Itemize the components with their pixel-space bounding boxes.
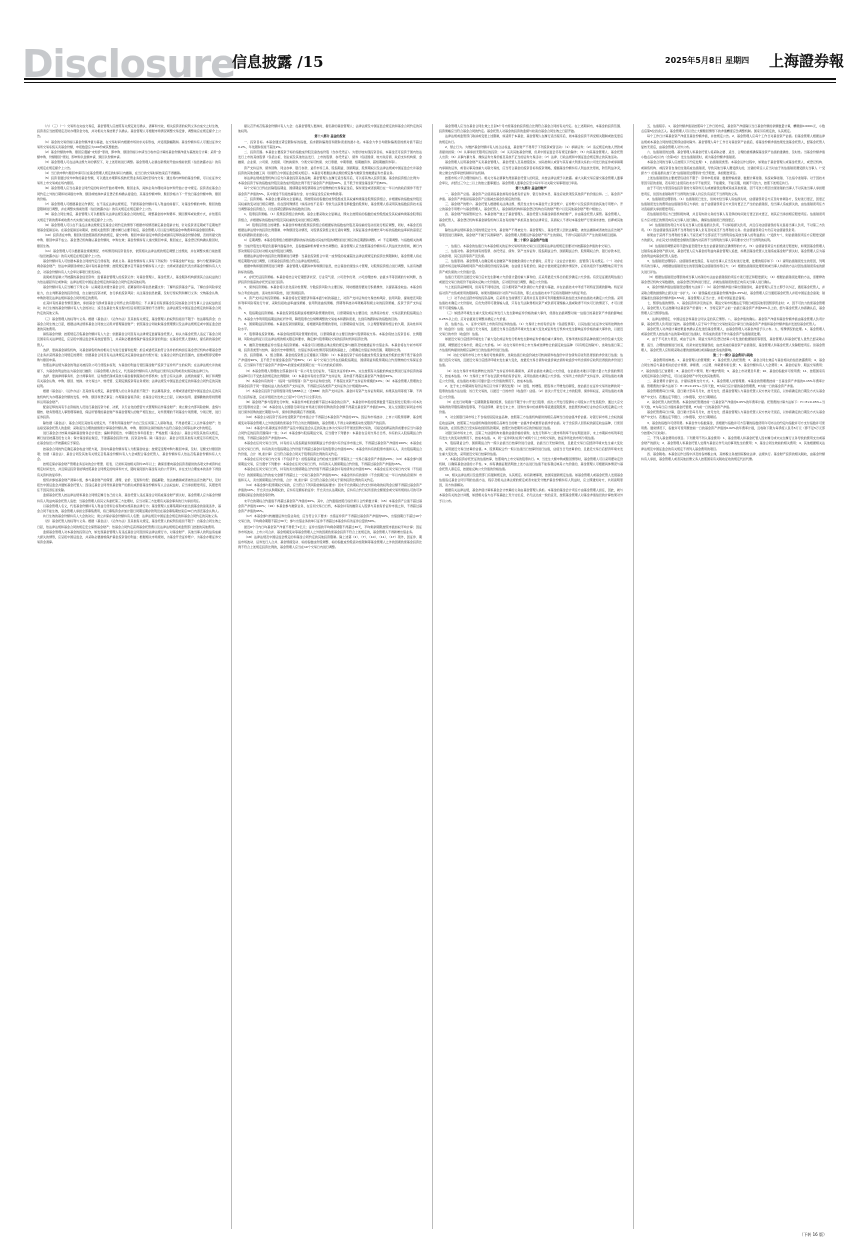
paragraph: 选择、更换基金销售机构，对基金销售机构的相关行为进行监督和处理；担任或委托其他符合条件的机构担任基金登记机构办理基金登记业务并获得基金合同规定的费用；依据基金合同及有关法律规定决定基金收益的分配方案；在基金合同约定的范围内，拒绝或暂停受理申购与赎回申请。 [37,347,221,363]
paragraph: （1）基金的交易价格以基金份额净值为基础，在交易时间内根据市场供求关系形成，并受涨跌幅限制。基金份额持有人可通过证券交易所交易系统买卖基金份额，申报数量应为100份或其整数倍。 [37,139,221,149]
paragraph: 7、本基金投资存托凭证的估值核算，依照境内上市交易的股票执行。8、当发生大额申购或赎回情形时，基金管理人可以采用摆动定价机制，以确保基金估值的公平性。9、如有确凿证据表明按上述方法进行估值不能客观反映其公允价值的，基金管理人可根据具体情况与基金托管人商定后，按最能反映公允价值的价格估值。 [439,457,623,472]
paragraph: 三、投资策略。本基金主要采取完全复制法，即按照标的指数的成份股组成及其权重构建基金股票投资组合，并根据标的指数成份股及其权重的变动进行相应调整。但在因特殊情况（如流动性不足等）导致无法获得足够数量的股票时，基金管理人将采用其他指数投资技术适当调整基金投资组合，以达到紧密跟踪标的指数的目的。 [238,196,422,212]
paragraph: （5）本基金持有的同一（指同一信用级别）资产支持证券的比例，不得超过该资产支持证券规模的10%；（6）本基金管理人管理的全部基金投资于同一原始权益人的各类资产支持证券，不得超过其各类资产支持证券合计规模的10%。 [238,378,422,389]
paragraph: 六、估值错误的处理。基金管理人和基金托管人将采取必要、适当、合理的措施确保基金资产估值的准确性、及时性。当基金份额净值小数点后4位以内（含第4位）发生估值错误时，视为基金份额净值错误。 [641,150,825,160]
paragraph: 在其持有的基金份额范围内，承担基金亏损或者基金合同终止的有限责任；不从事任何有损基金及其他基金合同当事人合法权益的活动；执行生效的基金份额持有人大会的决议；返还在基金交易过程中因任何原因获得的不当得利；法律法规及中国证监会规定的和基金合同约定的其他义务。 [37,300,221,316]
text-column [37,124,221,1229]
paragraph: 本基金在任何交易日内交易（不包括平仓）的股指期货合约的成交金额不得超过上一交易日基金资产净值的20%；（13）本基金参与国债期货交易，应当遵守下列要求：本基金在任何交易日日终，持有的买入国债期货合约价值，不得超过基金资产净值的15%。 [238,457,422,467]
paragraph: 6、国债期货投资策略。本基金投资国债期货，将根据风险管理的原则，以套期保值为目的，以合理管理债券组合的久期、流动性和风险水平。 [238,321,422,331]
paragraph: （11）本基金与私募类证券资管产品及中国证监会认定的其他主体为交易对手开展逆回购交易的，可接受质押品的资质要求应当与基金合同约定的投资范围保持一致；（12）本基金参与股指期货交易，应当遵守下列要求：本基金在任何交易日日终，持有的买入股指期货合约价值，不得超过基金资产净值的10%。 [238,425,422,441]
text-column [238,124,422,1229]
continued-note: （下转 16 版） [799,1232,827,1237]
paragraph: 2、处于未上市期间的有价证券应区分如下情况处理：（1）送股、转增股、配股和公开增发的新股，按估值日在证券交易所挂牌的同一股票的估值方法估值；该日无交易的，以最近一日的市价（收盘价）估值。（2）首次公开发行未上市的股票、债券和权证，采用估值技术确定公允价值。 [439,384,623,399]
paragraph: （8）基金合同生效后，基金管理人可以根据有关法律法规及基金合同的规定，调整基金的申购费率、赎回费率或收费方式，并依照有关规定于新的费率或收费方式实施日前在规定媒介上公告。 [37,212,221,222]
header-rule [24,78,836,80]
paragraph: 上述估值错误的主要类型包括但不限于：资料申报差错、数据传输差错、数据计算差错、系统故障差错、下达指令差错等。对于因技术原因引起的差错，若系同行业现有技术水平不能预见、不能避免、不能克服，则属不可抗力，按照下述规定执行。 [641,176,825,186]
paragraph: 依照法律法规为基金的利益对被投资公司行使股东权利，为基金的利益行使因基金财产投资于证券所产生的权利；在法律法规允许的前提下，为基金的利益依法为基金进行融资；以基金管理人的名义，代表基金份额持有人的利益行使诉讼权利或者实施其他法律行为。 [37,363,221,373]
paragraph: （11）基金管理人可以根据基金规模情况、市场情况和投资者需求，依照相关法律法规的规定调整上述规则，并在调整实施日前按照《信息披露办法》的有关规定在规定媒介上公告。 [37,248,221,259]
paragraph: 除依据《基金法》、基金合同及其他有关规定外，不得利用基金财产为自己及任何第三人谋取利益，不得委托第三人运作基金财产；依法接受基金托管人的监督；采取适当合理的措施使计算基金份额认购、申购、赎回和注销价格的方法符合基金合同等法律文件的规定。 [37,420,221,430]
paragraph: 按基金合同的约定确定基金收益分配方案，及时向基金份额持有人分配基金收益；按规定受理申购与赎回申请，及时、足额支付赎回款项；依据《基金法》、基金合同及其他有关规定召集基金份额持有人大会或配合基金托管人、基金份额持有人依法召集基金份额持有人大会。 [37,446,221,461]
paragraph: 二、投资范围。本基金主要投资于标的指数成份股及备选成份股（含存托凭证）。为更好地实现投资目标，本基金还可投资于国内依法发行上市的其他股票（包括主板、创业板及其他依法发行、上市的股票、存托凭证）、债券（包括国债、地方政府债、政府支持机构债、金融债、企业债、公司债、次级债、可转换债券、分离交易可转债、央行票据、中期票据、短期融资券、超短期融资券等）。 [238,150,422,165]
paragraph: 二、基金费用计提方法、计提标准和支付方式。1、基金管理人的管理费。本基金的管理费按前一日基金资产净值的0.15%年费率计提。管理费的计算方法如下：H＝E×0.15%÷当年天数，H为每日应计提的基金管理费，E为前一日的基金资产净值。 [641,378,825,389]
paragraph: 根据有关法律法规，基金净值计算和基金会计核算的义务由基金管理人承担。本基金的基金会计责任方由基金管理人担任，因此，就与本基金有关的会计问题，如经相关各方在平等基础上充分讨论后，仍无法达成一致的意见，按照基金管理人对基金净值信息的计算结果对外予以公布。 [439,488,623,503]
disclosure-banner: Disclosure [22,42,236,86]
column-divider [231,124,232,1229]
paragraph: （8）基金财产参与股票发行申购，本基金所申报的金额不超过本基金的总资产，本基金所申报的股票数量不超过拟发行股票公司本次发行股票的总量；（9）本基金进入全国银行间同业市场进行债券回购的资金余额不得超过基金资产净值的40%，进入全国银行间同业市场进行债券回购的最长期限为1年，债券回购到期后不得展期。 [238,399,422,415]
page-header [0,0,857,100]
paragraph: 10、相关法律法规以及监管部门有强制规定的，从其规定。如有新增事项，按国家最新规定估值。如基金管理人或基金托管人发现基金估值违反基金合同订明的估值方法、程序及相关法律法规的规定或者未能充分维护基金份额持有人利益时，应立即通知对方，共同查明原因，双方协商解决。 [439,472,623,488]
paragraph: 提议召开或召集基金份额持有人大会；在基金管理人更换时，提名新的基金管理人；法律法规及中国证监会规定的和基金合同约定的其他权利。 [238,124,422,134]
paragraph: 每个工作日计算基金资产净值及基金份额净值，并按规定公告。2、基金管理人应每个工作日对基金资产估值。但基金管理人根据法律法规或本基金合同的规定暂停估值时除外。基金管理人每个工作日对基金资产估值后，将基金份额净值结果发送基金托管人，经基金托管人复核无误后，由基金管理人对外公布。 [641,134,825,149]
paragraph: （3）对在交易所市场上市交易的可转换债券，选取估值日收盘价减去可转换债券收盘价中所含债券应收利息得到的净价进行估值；估值日没有交易的，且最近交易日后经济环境未发生重大变化，按最近交易日债券收盘价减去债券收盘价中所含债券应收利息得到的净价进行估值。 [439,352,623,368]
paragraph: （4）当日的申购与赎回申请可以在基金管理人规定的时间以内撤销，在当日的交易时间结束后不得撤销。 [43,170,183,175]
paragraph: 三、不列入基金费用的项目。下列费用不列入基金费用：1、基金管理人和基金托管人因未履行或未完全履行义务导致的费用支出或基金财产的损失；2、基金管理人和基金托管人处理与基金运作无关的事项发生的费用；3、基金合同生效前的相关费用；4、其他根据相关法律法规及中国证监会的有关规定不得列入基金费用的项目。 [641,436,825,451]
paragraph: 如果由于获得不当得利的当事人不返还或不全部返还不当得利造成其他当事人的利益损失（“受损方”），则估值错误责任方应赔偿受损方的损失，并在其支付的赔偿金额的范围内对获得不当得利的当事人享有要求交付不当得利的权利。 [641,233,825,243]
paragraph: 执行生效的基金份额持有人大会的决议；建立并保存基金份额持有人名册；法律法规及中国证监会规定的和基金合同约定的其他义务。 [43,514,221,519]
paragraph: （18）法律法规及中国证监会规定的和基金合同约定的其他投资限制。除上述第（2）、（7）、（10）、（11）、（17）项外，因证券、期货市场波动、证券发行人合并、基金规模变动、标的指数成份股调整、标的指数成份股流动性限制等基金管理人之外的因素致使基金投资比例不符合上述规定投资比例的，基金管理人应当在10个交易日内进行调整。 [238,535,422,550]
paragraph: 4、法律法规规定、中国证监会和基金合同认定的其它情形。八、基金净值的确认。基金资产净值和基金份额净值由基金管理人负责计算，基金托管人负责进行复核。基金管理人应于每个开放日交易结束后计算当日的基金资产净值和基金份额净值并发送给基金托管人。 [641,316,825,326]
paragraph: 由于不可抗力原因造成投资者的交易资料灭失或被错误处理或造成其他差错，因不可抗力原因出现差错的当事人不对其他当事人承担赔偿责任，但因该差错取得不当得利的当事人仍应负有返还不当得利的义务。 [641,186,825,196]
paragraph: 基金份额持有人应当履行下列义务：认真阅读并遵守基金合同、招募说明书等信息披露文件；了解所投资基金产品，了解自身风险承受能力，自主判断基金的投资价值，自主做出投资决策，自行承担投资风险；关注基金信息披露，及时行使权利和履行义务；交纳基金认购、申购款项及法律法规和基金合同所规定的费用。 [37,285,221,300]
paragraph: 与上述投资品种相同，但具有不同特征的，应以相同资产或负债的公允价值为基础，并在估值技术中考虑不同特征因素的影响。特征是指对资产出售或使用的限制等，如果该限制是针对资产持有者的，那么在估值技术中不应将该限制作为特征考虑。 [439,285,623,295]
paragraph: 2、由于不可抗力原因，或由于证券、期货交易所及登记结算公司发送的数据错误等原因，基金管理人和基金托管人虽然已经采取必要、适当、合理的措施进行检查，但是未能发现错误的，由此造成的基金资产估值错误，基金管理人和基金托管人免除赔偿责任。但基金管理人、基金托管人应积极采取必要的措施减轻或消除由此造成的影响。 [641,337,825,352]
paragraph: （10）本基金主动投资于流动性受限资产的市值合计不得超过本基金资产净值的15%。因证券市场波动、上市公司股票停牌、基金规模变动等基金管理人之外的因素致使基金不符合该比例限制的，基金管理人不得主动新增流动性受限资产的投资。 [238,415,422,425]
text-column [641,124,825,1229]
paragraph: 1）定期调整。本基金股票组合根据所跟踪的标的指数对其成份股的调整而进行相应的定期跟踪调整。2）不定期调整。与指数相关的调整：当成份股发生明显负面事件面临退市，且指数编制机构暂未作出调整的，基金管理人应当按照基金份额持有人利益优先的原则，履行内部决策程序后及时对相关成份股进行调整。 [238,238,422,253]
article-section-title: 第十八部分 基金的投资 [314,134,346,139]
paragraph: （14）本基金参与股票期权交易的，应当符合下列风险控制指标要求：因未平仓的期权合约支付和收取的权利金总额不得超过基金资产净值的10%；开仓卖出认购期权的，应持有足额标的证券；开仓卖出认沽期权的，应持有合约行权所需的全额现金或交易所规则认可的可冲抵期权保证金的现金等价物。 [238,483,422,498]
paragraph: （六）（三）（一）交易所在完成交易后，基金管理人应按照有关规定进行确认、清算和交收，相关投资者的权利义务自成交之时生效，投资者应当按照规定及时办理资金交收，并对相关交易结果予以确认。基金管理人可根据市场情况调整交易安排，调整前应在规定媒介上公告。 [37,124,221,139]
paragraph: 一、投资目标。本基金通过紧密跟踪标的指数，追求跟踪偏离度和跟踪误差的最小化。本基金力争日均跟踪偏离度的绝对值不超过0.2%，年化跟踪误差不超过2%。 [238,139,422,149]
paragraph: （3）根据估值错误处理原则或当事人协商的方法由估值错误的责任方进行更正和赔偿损失；（4）根据估值错误处理的方法，需要修改基金登记机构交易数据的，由基金登记机构进行更正，并就估值错误的更正向有关当事人进行确认。 [641,274,825,285]
paragraph: （3）本基金管理人管理的全部基金持有一家公司发行的证券，不超过该证券的10%，完全按照有关指数的构成比例进行证券投资的基金品种可以不受此条款规定的比例限制；（4）本基金持有的全部资产支持证券，其市值不得超过基金资产净值的20%。 [238,368,422,378]
paragraph: 3、基金的指数许可使用费。本基金作为指数基金，需根据与指数许可方签署的指数使用许可协议的约定向指数许可方支付指数许可使用费。通常情况下，指数许可使用费按前一日的基金资产净值的0.02%的年费率计提，且收取下限为每季度人民币5万元（即不足5万元部分按照5万元收取）。 [641,420,825,435]
paragraph: （17）本基金参与转融通证券出借业务的，应当符合以下要求：出借证券资产不得超过基金资产净值的50%，出借到期日不超过10个交易日的，平均剩余期限不超过30天；参与出借业务的单只证券不得超过本基金持有该证券总量的50%。 [238,514,422,524]
paragraph: 最近6个月内日均基金资产净值不得低于2亿元；证券出借的平均剩余期限不得超过30天，平均剩余期限按照市值加权平均计算；因证券市场波动、上市公司合并、基金规模变动等基金管理人之外的因素致使基金投资不符合上述规定的，基金管理人不得新增出借业务。 [238,524,422,534]
paragraph: 除依法律法规和基金合同的规定处分外，基金财产不得被处分。基金管理人、基金托管人因依法解散、被依法撤销或者被依法宣告破产等原因进行清算的，基金财产不属于其清算财产。基金管理人管理运作基金财产所产生的债权，不得与其固有资产产生的债务相互抵销。 [439,228,623,238]
paragraph: 3、估值错误处理程序。估值错误被发现后，有关的当事人应当及时进行处理，处理的程序如下：（1）查明估值错误发生的原因，列明所有的当事人，并根据估值错误发生的原因确定估值错误的责任方；（2）根据估值错误处理原则或当事人协商的方法对因估值错误造成的损失进行评估。 [641,259,825,274]
paragraph: 3、对全国银行间市场上不含权的固定收益品种，按照第三方估值机构提供的相应品种当日的估值净价估值。对银行间市场上含权的固定收益品种，按照第三方估值机构提供的相应品种当日的唯一估值净价或推荐估值净价估值。对于含投资人回售权的固定收益品种，行使回售权的，在回售登记日至实际收到回售款期间，按照长待偿期所对应的价格进行估值。 [439,415,623,430]
paragraph: （2）基金份额的申购、赎回应遵循“未知价”原则，即申购、赎回价格以申请当日收市后计算的基金份额净值为基准进行计算；采用“金额申购、份额赎回”原则，即申购以金额申请，赎回以份额申请。 [37,150,221,160]
paragraph: （三）如经济环境发生重大变化或证券发行人发生影响证券价格的重大事件，使潜在估值调整对前一估值日的基金资产净值的影响在0.25%以上的，应对估值进行调整并确定公允价值。 [439,311,623,321]
paragraph: 4、基金份额净值估值错误处理的方法如下：（1）基金份额净值计算出现错误时，基金管理人应当立即予以纠正，通报基金托管人，并采取合理的措施防止损失进一步扩大。（2）错误偏差达到基金份额净值0.25%时，基金管理人应当通报基金托管人并报中国证监会备案；错误偏差达到基金份额净值0.5%时，基金管理人应当公告，并报中国证监会备案。 [641,285,825,300]
article-section-title: 第十九部分 基金的财产 [515,186,547,191]
paragraph: 本基金在任何交易日日终，持有的买入股指期货和国债期货合约价值与有价证券市值之和，不得超过基金资产净值的100%；本基金在任何交易日日终，持有的卖出股指期货合约价值不得超过基金持有的股票总市值的20%；本基金所持有的股票市值和买入、卖出股指期货合约价值，合计（轧差计算）应当符合基金合同关于股票投资比例的有关约定。 [238,441,422,456]
paragraph: 5、股指期货合约、国债期货合约一般以估值当日结算价进行估值，估值当日无结算价的，且最近交易日后经济环境未发生重大变化的，采用最近交易日结算价估值。6、股票期权合约一般以估值当日结算价进行估值，估值当日无结算价的，且最近交易日后经济环境未发生重大变化的，采用最近交易日结算价估值。 [439,441,623,456]
column-divider [432,124,433,1229]
paragraph: 每个交易日日终在扣除股指期货、国债期货和股票期权合约需缴纳的交易保证金后，保持现金或者到期日在一年以内的政府债券不低于基金资产净值的5%，其中现金不包括结算备付金、存出保证金及应收申购款等。 [238,186,422,196]
paragraph: 四、基金财产的保管和处分。本基金财产独立于基金管理人、基金托管人和基金销售机构的财产，并由基金托管人保管。基金管理人、基金托管人、基金登记机构和基金销售机构以其自有的财产承担其自身的法律责任，其债权人不得对本基金财产行使请求冻结、扣押或其他权利。 [439,212,623,227]
paragraph: 选择、更换律师事务所、会计师事务所、证券经纪商或其他为基金提供服务的外部机构；在符合有关法律、法规的前提下，制订和调整有关基金认购、申购、赎回、转换、非交易过户、转托管、定期定额投资等业务规则；法律法规及中国证监会规定的和基金合同约定的其他权利。 [37,373,221,389]
paragraph: （10）投资者在申购、赎回时需按照销售机构的规定，提交申购、赎回申请并备足申购资金或拥有足够的基金份额余额，否则所提交的申购、赎回申请不成立。基金登记机构确认基金份额时，申购生效；基金份额持有人递交赎回申请，赎回成立，基金登记机构确认赎回时，赎回生效。 [37,233,221,248]
header-rule-thin [24,82,836,83]
paragraph: （四）基金托管人的权利与义务。根据《基金法》、《运作办法》及其他有关规定，基金托管人的权利包括但不限于：自基金合同生效之日起，依法律法规和基金合同的规定安全保管基金财产；依基金合同约定获得基金托管费以及法律法规规定或监管部门批准的其他费用。 [37,519,221,529]
paragraph: 3、债券投资策略。本基金将以优化流动性管理、分散投资风险为主要目标，同时根据需要进行积极操作，以提高基金收益。本基金将综合考虑收益性、流动性和风险性，进行积极投资。 [238,285,422,295]
paragraph: 2、估值错误处理原则。（1）估值错误已发生，但尚未给当事人造成损失时，估值错误责任方应及时协调各方，及时进行更正，因更正估值错误发生的费用由估值错误责任方承担；由于估值错误责任方未及时更正已产生的估值错误，给当事人造成损失的，由估值错误责任方对直接损失承担赔偿责任。 [641,196,825,212]
paragraph: 四、投资限制。1、组合限制。基金的投资组合应遵循以下限制：（1）本基金投资于标的指数成份股及备选成份股的比例不低于基金资产净值的90%，且不低于非现金基金资产的80%；（2）每个交易日日终在扣除股指期货、国债期货和股票期权合约需缴纳的交易保证金后，应当保持不低于基金资产净值5%的现金或者到期日在一年以内的政府债券。 [238,352,422,368]
paragraph: 法律法规或监管部门取消或变更上述限制，如适用于本基金，基金管理人在履行适当程序后，则本基金投资不再受相关限制或按变更后的规定执行。 [439,134,623,144]
paragraph: 组织并参加基金财产清算小组，参与基金财产的保管、清理、估价、变现和分配；面临解散、依法被撤销或者被依法宣告破产时，及时报告中国证监会并通知基金托管人；因违反基金合同导致基金财产的损失或损害基金份额持有人合法权益时，应当承担赔偿责任，其赔偿责任不因其退任而免除。 [37,477,221,493]
paragraph: （9）基金管理人可以在不违反法律法规规定及基金合同约定的情形下根据市场情况制定基金促销计划，针对投资者定期或不定期地开展基金促销活动。在基金促销活动期间，按相关监管部门要求履行必要手续后，基金管理人可以适当调低基金申购费率和基金赎回费率。 [37,222,221,233]
paragraph: （4）估值错误调整采用尽量恢复至假设未发生估值错误的正确情形的方式。（5）估值错误责任方拒绝进行赔偿时，如果因基金管理人过错造成基金财产损失时，基金托管人应为基金的利益向基金管理人追偿，如果因基金托管人过错造成基金财产损失时，基金管理人应为基金的利益向基金托管人追偿。 [641,243,825,259]
paragraph: 基金管理人运用基金财产买卖基金管理人、基金托管人及其控股股东、实际控制人或者与其有重大利害关系的公司发行的证券或承销期内承销的证券，或者从事其他重大关联交易的，应当符合基金的投资目标和投资策略，遵循基金份额持有人利益优先原则，防范利益冲突，建立健全内部审批机制和评估机制。 [439,160,623,175]
paragraph: （3）基金管理人可在法律法规允许的情况下，对上述原则进行调整。基金管理人必须在新规则开始实施前依照《信息披露办法》的有关规定在规定媒介上公告。 [37,160,221,170]
paragraph: 按照市场公平合理价格执行。相关交易必须事先得到基金托管人的同意，并按法律法规予以披露。重大关联交易应提交基金管理人董事会审议，并经过三分之二以上的独立董事通过。基金管理人董事会应至少每半年对关联交易事项进行审查。 [439,176,623,186]
paragraph: 按规定保存基金财产管理业务活动的会计账册、报表、记录和其他相关资料15年以上；确保需要向基金投资者提供的各项文件或资料在规定时间发出，并且保证投资者能够按照基金合同规定的时间和方式，随时查阅到与基金有关的公开资料，并在支付合理成本的条件下得到有关资料的复印件。 [37,462,221,477]
paragraph: 根据法律法规中的投资比例限制进行调整：当基金投资组合中某一成份股的权重超过法律法规规定的投资比例限制时，基金管理人将在规定期限内进行调整，以使基金投资组合符合法律法规的规定。 [238,254,422,264]
paragraph: （6）基金管理人应当在基金合同约定的时间内开始办理申购、赎回业务，具体业务办理时间在申购开始公告中规定。投资者在基金合同约定之外的日期和时间提出申购、赎回或转换申请且登记机构确认接受的，其基金份额申购、赎回价格为下一开放日基金份额申购、赎回的价格。 [37,186,221,201]
paragraph: 如法律法规或监管机构以后允许基金投资其他品种，基金管理人在履行适当程序后，可以将其纳入投资范围。基金的投资组合比例为：本基金投资于标的指数成份股及备选成份股的比例不低于基金资产净值的90%，且不低于非现金基金资产的80%。 [238,176,422,186]
paragraph: （4）对在交易所市场挂牌转让的资产支持证券和私募债券，采用估值技术确定公允价值，在估值技术难以可靠计量公允价值的情况下，按成本估值。（5）交易所上市不存在活跃市场的有价证券，采用估值技术确定公允价值。交易所上市的资产支持证券，采用估值技术确定公允价值，在估值技术难以可靠计量公允价值的情况下，按成本估值。 [439,368,623,383]
paragraph: 若估值错误责任方已经积极协调，并且有协助义务的当事人有足够的时间进行更正而未更正，则其应当承担相应赔偿责任。估值错误责任方应对更正的情况向有关当事人进行确认，确保估值错误已得到更正。 [641,212,825,222]
paragraph: 资产支持证券、债券回购、同业存单、银行存款、货币市场工具、股指期货、国债期货、股票期权以及法律法规或中国证监会允许基金投资的其他金融工具（但须符合中国证监会相关规定）。本基金可根据法律法规的规定参与融资及转融通证券出借业务。 [238,165,422,175]
paragraph: 一、估值日。本基金的估值日为本基金相关的证券交易场所的交易日以及国家法律法规规定需要对外披露基金净值的非交易日。 [445,243,614,248]
paragraph: 销售基金份额；按照规定召集基金份额持有人大会；依据基金合同及有关法律规定监督基金托管人，如认为基金托管人违反了基金合同及国家有关法律规定，应呈报中国证监会和其他监管部门，并采取必要措施保护基金投资者的利益；在基金托管人更换时，提名新的基金托管人。 [37,332,221,347]
paragraph: 根据《基金法》、《运作办法》及其他有关规定，基金管理人的义务包括但不限于：依法募集资金，办理或者委托经中国证监会认定的其他机构代为办理基金份额的发售、申购、赎回和登记事宜；办理基金备案手续；自基金合同生效之日起，以诚实信用、谨慎勤勉的原则管理和运用基金财产。 [37,389,221,404]
paragraph: 未平仓的期权合约面值不得超过基金资产净值的20%。其中，合约面值按照行权价乘以合约乘数计算；（15）本基金资产总值不超过基金资产净值的140%；（16）本基金参与融资业务，在任何交易日日终，本基金持有的融资买入股票与其他有价证券市值之和，不得超过基金资产净值的95%。 [238,498,422,514]
paragraph: 2、禁止行为。为维护基金份额持有人的合法权益，基金财产不得用于下列投资或者活动：（1）承销证券；（2）违反规定向他人贷款或者提供担保；（3）从事承担无限责任的投资；（4）买卖其他基金份额，但是中国证监会另有规定的除外；（5）向其基金管理人、基金托管人出资；（6）从事内幕交易、操纵证券交易价格及其他不正当的证券交易活动；（7）法律、行政法规和中国证监会规定禁止的其他活动。 [439,144,623,160]
paragraph: （2）估值错误的责任方对有关当事人的直接损失负责，不对间接损失负责，并且仅对估值错误的有关直接当事人负责，不对第三方负责。（3）因估值错误而获得不当得利的当事人负有及时返还不当得利的义务。但估值错误责任方仍应对估值错误负责。 [641,222,825,233]
paragraph: （三）基金管理人的权利与义务。根据《基金法》、《运作办法》及其他有关规定，基金管理人的权利包括但不限于：依法募集资金；自基金合同生效之日起，根据法律法规和基金合同独立运用并管理基金财产；依照基金合同收取基金管理费以及法律法规规定或中国证监会批准的其他费用。 [37,316,221,331]
paragraph: 如最近交易日后经济环境发生了重大变化或证券发行机构发生影响证券价格的重大事件的，可参考类似投资品种的现行市价及重大变化因素，调整最近交易市价，确定公允价格。（2）对在交易所市场上市交易或挂牌转让的固定收益品种（另有规定的除外），选取估值日第三方估值机构提供的相应品种当日的估值净价进行估值。 [439,337,623,352]
paragraph: 估值日无报价且最近交易日后未发生影响公允价值计量的重大事件的，应采用最近交易日的报价确定公允价值。有充足证据表明估值日或最近交易日的报价不能真实反映公允价值的，应对报价进行调整，确定公允价值。 [439,274,623,285]
text-column [439,124,623,1229]
paragraph: （7）本基金应投资于信用级别评级为BBB以上（含BBB）的资产支持证券。基金持有资产支持证券期间，如果其信用等级下降、不再符合投资标准，应在评级报告发布之日起3个月内予以全部卖出。 [238,389,422,399]
paragraph: 三、估值原则。基金管理人在确定相关金融资产和金融负债的公允价值时，应符合《企业会计准则》、监管部门有关规定。（一）对存在活跃市场且能够获取相同资产或负债报价的投资品种，在估值日有报价的，除会计准则规定的例外情况外，应将该报价不加调整地应用于该资产或负债的公允价值计量。 [439,259,623,274]
paragraph: 8、融资及转融通证券出借业务投资策略。本基金可以根据法律法规的规定参与融资及转融通证券出借业务。本基金将在分析市场环境、投资者类型与结构、基金历史申赎情况、出借证券流动性情况等因素的基础上，合理确定出借证券的范围、期限和比例。 [238,342,422,352]
paragraph: 监督基金托管人按法律法规和基金合同规定履行自己的义务，基金托管人违反基金合同造成基金财产损失时，基金管理人应为基金份额持有人利益向基金托管人追偿；当基金管理人将其义务委托第三方处理时，应当对第三方处理有关基金事务的行为承担责任。 [37,493,221,503]
paragraph: 2、存托凭证投资策略。本基金将结合对宏观经济状况、行业景气度、公司竞争优势、公司治理结构、估值水平等因素的分析判断，选择投资价值高的存托凭证进行投资。 [238,274,422,285]
paragraph: 以基金管理人名义，代表基金份额持有人利益行使诉讼权利或实施其他法律行为；基金管理人在募集期间未能达到基金的备案条件，基金合同不能生效，基金管理人承担全部募集费用，将已募集资金并加计银行同期活期存款利息在基金募集期结束后30日内退还基金认购人。 [37,503,221,514]
paragraph: 查阅或者复制公开披露的基金信息资料；监督基金管理人的投资运作；对基金管理人、基金托管人、基金服务机构损害其合法权益的行为依法提起诉讼或仲裁；法律法规及中国证监会规定的和基金合同约定的其他权利。 [37,274,221,285]
article-body [37,124,825,1229]
paragraph: （二）对不存在活跃市场的投资品种，应采用在当前情况下适用并且有足够可利用数据和其他信息支持的估值技术确定公允价值。采用估值技术确定公允价值时，应优先使用可观察输入值，只有在无法取得相关资产或负债可观察输入值或取得不切实可行的情况下，才可以使用不可观察输入值。 [439,295,623,311]
paragraph: 一、基金费用的种类。1、基金管理人的管理费；2、基金托管人的托管费；3、基金合同生效后与基金相关的信息披露费用；4、基金合同生效后与基金相关的会计师费、律师费、公证费、仲裁费和诉讼费；5、基金份额持有人大会费用；6、基金的证券、期货交易费用；7、基金的银行汇划费用；8、基金的开户费用、账户维护费用；9、基金上市初费及年费；10、基金的指数许可使用费；11、按照国家有关规定和基金合同约定，可以在基金财产中列支的其他费用。 [641,358,825,378]
paragraph: 基金管理费每日计算，逐日累计至每月月末，按月支付，经基金管理人与基金托管人双方核对无误后，以协商确定的日期及方式从基金财产中支付。若遇法定节假日、公休假等，支付日期顺延。 [641,389,825,399]
paragraph: （2）股票投资组合的调整。本基金所构建的股票投资组合将根据标的指数成份股及其权重的变动而进行相应调整，同时，本基金还将根据法律法规中的投资比例限制、申购赎回变动情况，对股票投资组合进行适时调整，以保证基金净值增长率与标的指数收益率间的高度正相关和跟踪误差最小化。 [238,222,422,238]
paragraph: 基金份额持有人可依据本基金合同的约定行使权利，承担义务。基金份额持有人享有下列权利：分享基金财产收益；参与分配清算后的剩余基金财产；依法申请赎回或转让其持有的基金份额；按照规定要求召开基金份额持有人大会；出席或者委派代表出席基金份额持有人大会，对基金份额持有人大会审议事项行使表决权。 [37,259,221,274]
paragraph: 7、股票期权投资策略。本基金将按照风险管理的原则，以套期保值为主要目的参与股票期权交易。本基金将结合投资目标、比例限制、风险收益特征以及法律法规的相关限定和要求，确定参与股票期权交易的投资时机和投资比例。 [238,332,422,342]
paragraph: 1、股票投资策略。（1）股票投资组合的构建。基金主要采取完全复制法，即完全按照标的指数的成份股组成及其权重构建基金股票投资组合，并根据标的指数成份股及其权重的变动进行相应调整。 [238,212,422,222]
newspaper-masthead: 上海證券報 [769,52,845,70]
paragraph: 五、估值程序。1、基金份额净值是按照每个工作日闭市后，基金资产净值除以当日基金份额的余额数量计算，精确到0.0001元，小数点后第5位四舍五入。基金管理人可以设立大额赎回情形下的净值精度应急调整机制。国家另有规定的，从其规定。 [641,124,825,134]
paragraph: 二、估值对象。基金所拥有的股票、存托凭证、债券、资产支持证券、股指期货合约、国债期货合约、股票期权合约、银行存款本息、应收款项、其它投资等资产及负债。 [439,248,623,259]
paragraph: 基金托管人对净值计算结果复核确认后发送给基金管理人，由基金管理人对基金净值予以公布。九、特殊情况的处理。1、基金管理人或基金托管人按估值方法的第9项进行估值时，所造成的误差不作为基金资产估值错误处理。 [641,326,825,337]
paragraph: 本基金合同的当事人应按照以下约定处理：1、估值错误类型。本基金运作过程中，如果由于基金管理人或基金托管人、或登记机构、或销售机构、或投资者自身的过错造成估值错误，导致其他当事人遭受损失的，过错的责任人应当对由于该估值错误遭受损失当事人（“受损方”）的直接损失按下述“估值错误处理原则”给予赔偿，承担赔偿责任。 [641,160,825,175]
paragraph: 配备足够的具有专业资格的人员进行基金投资分析、决策，以专业化的经营方式管理和运作基金财产；建立健全内部风险控制、监察与稽核、财务管理及人事管理等制度，保证所管理的基金财产和基金管理人的财产相互独立，对所管理的不同基金分别管理，分别记账，进行证券投资。 [37,404,221,420]
paragraph: 5、股指期货投资策略。本基金投资股指期货将根据风险管理的原则，以套期保值为主要目的，选择流动性好、交易活跃的股指期货合约。本基金力争利用股指期货的杠杆作用，降低股票仓位频繁调整的交易成本和跟踪误差，达到有效跟踪标的指数的目的。 [238,311,422,321]
paragraph: 2、基金托管人的托管费。本基金的托管费按前一日基金资产净值的0.05%的年费率计提。托管费的计算方法如下：H＝E×0.05%÷当年天数，H为每日应计提的基金托管费，E为前一日的基金资产净值。 [641,399,825,409]
paragraph: 四、估值方法。1、证券交易所上市的有价证券的估值。（1）交易所上市的有价证券（包括股票等），以其估值日在证券交易所挂牌的市价（收盘价）估值；估值日无交易的，且最近交易日后经济环境未发生重大变化或证券发行机构未发生影响证券价格的重大事件的，以最近交易日的市价（收盘价）估值。 [439,321,623,337]
issue-date: 2025年5月8日 星期四 [665,56,750,65]
paragraph: 基金托管费每日计算，逐日累计至每月月末，按月支付，经基金管理人与基金托管人双方核对无误后，以协商确定的日期及方式从基金财产中支付。若遇法定节假日、公休假等，支付日期顺延。 [641,410,825,420]
paragraph: 根据申购和赎回情况进行调整：基金管理人将跟踪申购和赎回信息，结合基金的现金头寸管理，对股票投资组合进行调整，从而有效跟踪标的指数。 [238,264,422,274]
paragraph: （7）基金管理人可根据基金运作情况，在不违反法律法规规定、不损害基金份额持有人利益的前提下，对基金份额的申购、赎回的数量限制进行调整，并在调整实施前依照《信息披露办法》的有关规定在规定媒介上公告。 [37,202,221,212]
paragraph: （3）在发行时明确一定期限限售期的股票，包括但不限于非公开发行股票、首次公开发行股票时公司股东公开发售股份、通过大宗交易取得的带限售期的股票等，不包括停牌、新发行未上市、回购交易中的质押券等流通受限股票，按监管机构或行业协会有关规定确定公允价值。 [439,399,623,415]
paragraph: 四、基金税收。本基金运作过程中涉及的各纳税主体，其纳税义务按国家税收法律、法规执行。基金财产投资的相关税收，由基金份额持有人承担，基金管理人或者其他扣缴义务人按照国家有关税收征收的规定代扣代缴。 [641,451,825,461]
article-section-title: 第二十部分 基金资产估值 [513,238,549,243]
paragraph: 三、基金财产的账户。基金托管人根据相关法律法规、规范性文件为本基金开立资金账户、证券账户以及投资所需的其他专用账户。开立的基金专用账户与基金管理人、基金托管人、基金销售机构和基金登记机构自有的财产账户以及其他基金财产账户相独立。 [439,202,623,212]
column-divider [633,124,634,1229]
paragraph: 七、暂停估值的情形。1、基金投资所涉及的证券、期货交易市场遇法定节假日或因其他原因暂停营业时；2、因不可抗力致使基金管理人、基金托管人无法准确评估基金资产价值时；3、当特定资产占前一估值日基金资产净值50%以上的，经与基金托管人协商确认后，基金管理人应当暂停估值。 [641,300,825,316]
paragraph: 一、基金资产总值。基金资产总值是指基金拥有的各类有价证券、银行存款本息、基金应收款项及其他资产的价值总和。二、基金资产净值。基金资产净值是指基金资产总值减去基金负债后的价值。 [439,191,623,201]
paragraph: 对银行间市场未上市，且第三方估值机构未提供估值价格的债券，在发行利率与二级市场利率不存在明显差异，未上市期间市场利率没有发生大的变动的情况下，按成本估值。4、同一证券同时在两个或两个以上市场交易的，按证券所处的市场分别估值。 [439,430,623,441]
paragraph: 监督基金管理人对本基金的投资运作，如发现基金管理人有违反基金合同及国家法律法规行为，对基金财产、其他当事人的利益造成重大损失的情形，应呈报中国证监会，并采取必要措施保护基金投资者的利益；根据相关市场规则，为基金开设证券账户、为基金办理证券交易资金清算。 [37,529,221,545]
article-section-title: 第二十一部分 基金费用与税收 [712,352,754,357]
paragraph: 本基金在任何交易日日终，持有的卖出国债期货合约价值不得超过基金持有的债券总市值的30%；本基金在任何交易日内交易（不包括平仓）的国债期货合约的成交金额不得超过上一交易日基金资产净值的30%；本基金所持有的债券（不含到期日在一年以内的政府债券）市值和买入、卖出国债期货合约价值，合计（轧差计算）应当符合基金合同关于债券投资比例的有关约定。 [238,467,422,482]
paragraph: 基金管理人应当自基金合同生效之日起6个月内使基金的投资组合比例符合基金合同的有关约定。在上述期间内，本基金的投资范围、投资策略应当符合基金合同的约定。基金托管人对基金的投资的监督与检查自基金合同生效之日起开始。 [439,124,623,134]
paragraph: 4、资产支持证券投资策略。本基金将在宏观经济和基本面分析的基础上，对资产支持证券的交易结构风险、信用风险、提前偿还风险和利率风险等进行分析，采取包括收益率曲线策略、信用利差曲线策略、预期利率波动率策略等积极主动的投资策略，投资于资产支持证券。 [238,295,422,311]
paragraph: （5）投资者通过场外申购的基金份额，可以通过办理跨系统转托管业务将其转至场内交易；通过场内申购的基金份额，可以在证券交易所上市交易或在场内赎回。 [37,176,221,186]
section-title: 信息披露 /15 [232,53,324,71]
paragraph: 进行基金会计核算并编制基金财务会计报告；编制季度报告、中期报告和年度报告；严格按照《基金法》、基金合同及其他有关规定，履行信息披露及报告义务；保守基金商业秘密，不泄露基金投资计划、投资意向等。除《基金法》、基金合同及其他有关规定另有规定外，在基金信息公开披露前应予保密。 [37,430,221,446]
